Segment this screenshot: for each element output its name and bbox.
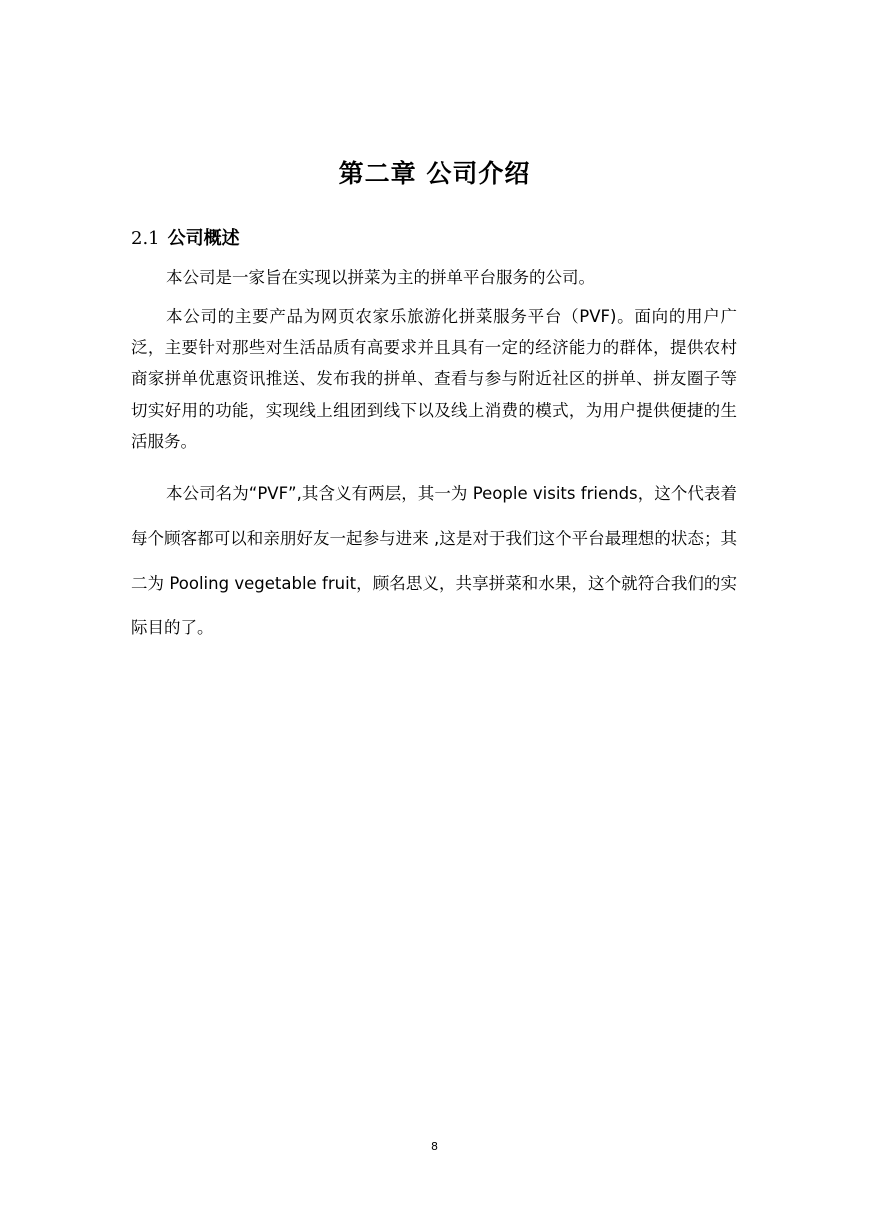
paragraph-intro: 本公司是一家旨在实现以拼菜为主的拼单平台服务的公司。 xyxy=(166,268,595,287)
section-number: 2.1 xyxy=(131,228,160,249)
paragraph-product: 本公司的主要产品为网页农家乐旅游化拼菜服务平台（PVF)。面向的用户广泛，主要针对那些对生活品质有高要求并且具有一定的经济能力的群体，提供农村商家拼单优惠资讯推送、发布我的拼单、查看与参与附近社区的拼单、拼友圈子等切实好用的功能，实现线上组团到线下以及线上消费的模式，为用户提供便捷的生活服务。 xyxy=(131,307,737,451)
page-number: 8 xyxy=(431,1140,438,1153)
paragraph-name-meaning: 本公司名为“PVF”,其含义有两层，其一为 People visits friends，这个代表着每个顾客都可以和亲朋好友一起参与进来 ,这是对于我们这个平台最理想的状态；其二为 Pooling vegetable fruit，顾名思义，共享拼菜和水果，这个就符合我们的实际目的了。 xyxy=(131,484,737,638)
section-title: 公司概述 xyxy=(167,228,240,249)
section-heading xyxy=(131,225,240,253)
chapter-title: 第二章 公司介绍 xyxy=(338,159,531,188)
